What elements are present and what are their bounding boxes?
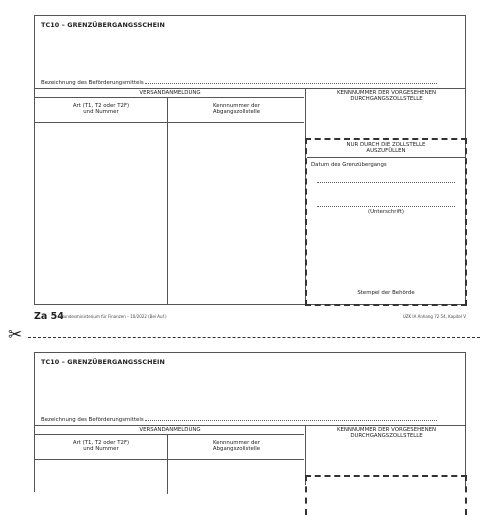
col-art-header: Art (T1, T2 oder T2F) und Nummer — [72, 103, 130, 116]
col-divider-1 — [167, 434, 168, 494]
form-code: Za 54 — [34, 311, 64, 322]
customs-only-header: NUR DURCH DIE ZOLLSTELLE AUSZUFÜLLEN — [346, 142, 426, 155]
bezeichnung-field[interactable] — [41, 80, 437, 86]
row-divider — [35, 88, 465, 89]
customs-only-box — [305, 475, 467, 515]
stempel-label: Stempel der Behörde — [357, 290, 415, 296]
form-lower — [34, 352, 466, 492]
signature-input-line[interactable] — [317, 206, 455, 207]
datum-input-line[interactable] — [317, 182, 455, 183]
art-input-area[interactable] — [36, 123, 166, 304]
datum-label: Datum des Grenzübergangs — [311, 162, 387, 168]
col-kennnummer-header: Kennnummer der Abgangszollstelle — [212, 440, 261, 453]
signature-label: (Unterschrift) — [367, 209, 405, 215]
bezeichnung-line — [145, 420, 437, 421]
form-title: TC10 – GRENZÜBERGANGSSCHEIN — [41, 358, 165, 366]
versand-header: VERSANDANMELDUNG — [139, 90, 201, 96]
durchgang-header: KENNNUMMER DER VORGESEHENEN DURCHGANGSZOLLSTELLE — [336, 427, 437, 440]
bezeichnung-label: Bezeichnung des Beförderungsmittels — [41, 417, 144, 423]
scissors-icon: ✂ — [8, 325, 23, 345]
table-header-divider — [35, 459, 304, 460]
form-title: TC10 – GRENZÜBERGANGSSCHEIN — [41, 21, 165, 29]
legal-reference: UZK IA Anhang 72 54, Kapitel V — [402, 314, 466, 319]
customs-header-underline — [307, 157, 465, 158]
kennnummer-input-area[interactable] — [168, 123, 304, 304]
publisher-note: Bundesministerium für Finanzen – 10/2022 (Bei Auf.) — [61, 314, 167, 319]
durchgang-header: KENNNUMMER DER VORGESEHENEN DURCHGANGSZOLLSTELLE — [336, 90, 437, 103]
col-kennnummer-header: Kennnummer der Abgangszollstelle — [212, 103, 261, 116]
versand-underline — [35, 97, 304, 98]
row-divider — [35, 425, 465, 426]
bezeichnung-label: Bezeichnung des Beförderungsmittels — [41, 80, 144, 86]
form-upper — [34, 15, 466, 305]
durchgang-input-area[interactable] — [306, 108, 466, 138]
customs-only-box — [305, 138, 467, 306]
versand-underline — [35, 434, 304, 435]
col-art-header: Art (T1, T2 oder T2F) und Nummer — [72, 440, 130, 453]
versand-header: VERSANDANMELDUNG — [139, 427, 201, 433]
form-footer — [34, 311, 466, 323]
bezeichnung-field[interactable] — [41, 417, 437, 423]
cut-line — [28, 337, 480, 338]
bezeichnung-line — [145, 83, 437, 84]
